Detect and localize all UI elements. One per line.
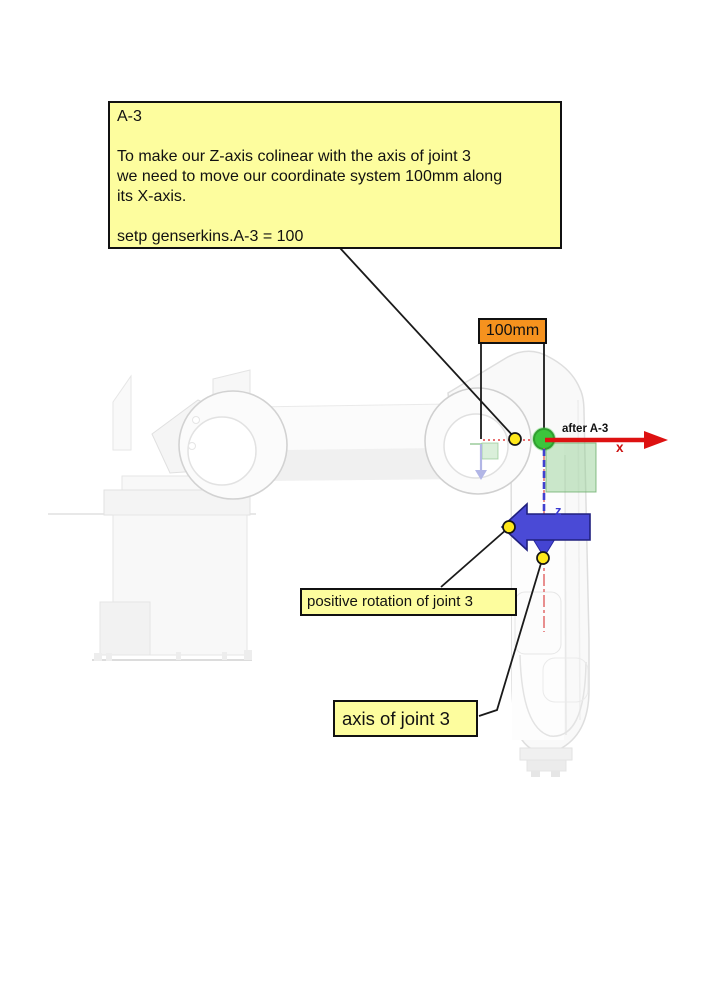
forearm-panel bbox=[515, 592, 561, 654]
x-axis-arrowhead bbox=[644, 431, 668, 449]
shoulder-bolt bbox=[193, 417, 200, 424]
axis-of-joint3-label: axis of joint 3 bbox=[333, 700, 478, 737]
note-line: we need to move our coordinate system 100mm along bbox=[117, 168, 503, 185]
note-line: To make our Z-axis colinear with the axis of joint 3 bbox=[117, 148, 471, 165]
base-foot bbox=[106, 653, 112, 661]
shoulder-bolt bbox=[189, 443, 196, 450]
base-rear-strip bbox=[113, 376, 131, 450]
base-foot bbox=[176, 652, 181, 660]
forearm-edge-line bbox=[565, 455, 566, 735]
old-plane-square bbox=[482, 443, 498, 459]
base-foot bbox=[244, 650, 252, 660]
base-foot bbox=[222, 652, 227, 660]
note-line: its X-axis. bbox=[117, 188, 187, 205]
x-axis-label: x bbox=[616, 440, 624, 455]
axis-marker-dot bbox=[537, 552, 549, 564]
note-box-a3 bbox=[108, 101, 562, 249]
base-foot bbox=[94, 653, 102, 661]
wrist-nub bbox=[531, 771, 540, 777]
rotation-marker-dot bbox=[503, 521, 515, 533]
positive-rotation-label: positive rotation of joint 3 bbox=[300, 588, 517, 616]
dimension-label-100mm: 100mm bbox=[478, 318, 547, 344]
old-origin-marker-dot bbox=[509, 433, 521, 445]
base-front-block bbox=[100, 602, 150, 655]
new-plane-square bbox=[546, 443, 596, 492]
note-title: A-3 bbox=[117, 108, 142, 125]
after-a3-label: after A-3 bbox=[562, 423, 609, 435]
note-spacer bbox=[117, 207, 553, 227]
note-spacer bbox=[117, 127, 553, 147]
shoulder-joint-inner bbox=[188, 417, 256, 485]
wrist-flange bbox=[520, 748, 572, 760]
rotation-label-leader bbox=[441, 529, 507, 587]
wrist-nub bbox=[551, 771, 560, 777]
wrist-flange bbox=[527, 760, 566, 771]
robot-arm bbox=[48, 351, 589, 777]
z-axis-label: z bbox=[555, 503, 562, 518]
note-code: setp genserkins.A-3 = 100 bbox=[117, 228, 304, 245]
